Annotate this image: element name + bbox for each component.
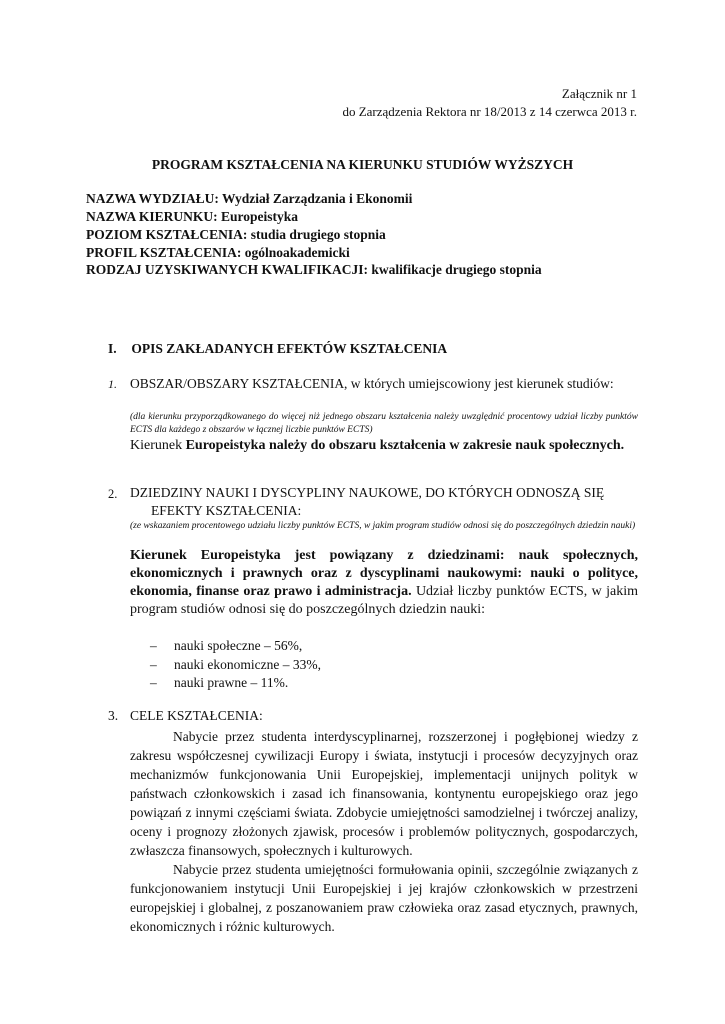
item-1-body-bold: Europeistyka należy do obszaru kształcenia w zakresie nauk społecznych. bbox=[185, 438, 625, 453]
item-2-body-rest: Udział liczby punktów ECTS, w jakim program studiów odnosi się do poszczególnych dziedzin nauki: bbox=[130, 584, 638, 617]
item-1-body bbox=[130, 437, 638, 455]
item-1-body-prefix: Kierunek bbox=[130, 438, 186, 453]
section-title: OPIS ZAKŁADANYCH EFEKTÓW KSZTAŁCENIA bbox=[131, 341, 448, 356]
field-of-study: NAZWA KIERUNKU: Europeistyka bbox=[86, 209, 299, 224]
list-item: – nauki społeczne – 56%, bbox=[150, 637, 321, 656]
item-3-number: 3. bbox=[108, 708, 119, 723]
item-3-paragraph-2: Nabycie przez studenta umiejętności formułowania opinii, szczególnie związanych z funkcjonowaniem instytucji Unii Europejskiej i jej krajów członkowskich w przestrzeni europejskiej i globalnej, z poszanowaniem praw człowieka oraz zasad etycznych, prawnych, ekonomicznych i różnic kulturowych. bbox=[130, 862, 638, 934]
item-2-body bbox=[130, 547, 638, 619]
list-item: – nauki ekonomiczne – 33%, bbox=[150, 656, 321, 675]
item-2-number: 2. bbox=[108, 487, 118, 501]
item-2-note: (ze wskazaniem procentowego udziału liczby punktów ECTS, w jakim program studiów odnosi się do poszczególnych dziedzin nauki) bbox=[130, 521, 636, 531]
annex-number: Załącznik nr 1 bbox=[561, 86, 637, 101]
dash-bullet: – bbox=[150, 638, 157, 653]
dash-bullet: – bbox=[150, 675, 157, 690]
faculty-name: NAZWA WYDZIAŁU: Wydział Zarządzania i Ekonomii bbox=[86, 191, 413, 206]
item-3-paragraph-1: Nabycie przez studenta interdyscyplinarnej, rozszerzonej i pogłębionej wiedzy z zakresu współczesnej cywilizacji Europy i świata, instytucji i procesów decyzyjnych oraz mechanizmów funkcjonowania Unii Europejskiej, implementacji unijnych polityk w państwach członkowskich i zasad ich finansowania, kontynentu europejskiego oraz jego powiązań z innymi częściami świata. Zdobycie umiejętności samodzielnej i twórczej analizy, oceny i prognozy złożonych zjawisk, procesów i problemów politycznych, gospodarczych, zwłaszcza finansowych, społecznych i kulturowych. bbox=[130, 729, 638, 858]
annex-reference: do Zarządzenia Rektora nr 18/2013 z 14 czerwca 2013 r. bbox=[342, 104, 637, 119]
item-1-heading: OBSZAR/OBSZARY KSZTAŁCENIA, w których umiejscowiony jest kierunek studiów: bbox=[130, 376, 614, 391]
document-title: PROGRAM KSZTAŁCENIA NA KIERUNKU STUDIÓW WYŻSZYCH bbox=[151, 157, 574, 172]
section-number: I. bbox=[108, 341, 117, 356]
item-2-body-bold: Kierunek Europeistyka jest powiązany z dziedzinami: nauk społecznych, ekonomicznych i prawnych oraz z dyscyplinami naukowymi: nauki o polityce, ekonomia, finanse oraz prawo i administracja. bbox=[130, 548, 638, 599]
item-1-number: 1. bbox=[108, 377, 117, 391]
qualification-type: RODZAJ UZYSKIWANYCH KWALIFIKACJI: kwalifikacje drugiego stopnia bbox=[86, 262, 542, 277]
education-profile: PROFIL KSZTAŁCENIA: ogólnoakademicki bbox=[86, 245, 350, 260]
dash-bullet: – bbox=[150, 656, 157, 672]
item-2-heading-line1: DZIEDZINY NAUKI I DYSCYPLINY NAUKOWE, DO KTÓRYCH ODNOSZĄ SIĘ bbox=[130, 485, 605, 500]
education-level: POZIOM KSZTAŁCENIA: studia drugiego stopnia bbox=[86, 227, 386, 242]
ects-share-list bbox=[150, 637, 321, 693]
item-2-heading-line2: EFEKTY KSZTAŁCENIA: bbox=[151, 503, 302, 518]
section-heading bbox=[108, 341, 447, 357]
item-3-heading: CELE KSZTAŁCENIA: bbox=[130, 708, 263, 723]
list-item: – nauki prawne – 11%. bbox=[150, 674, 321, 693]
item-1-note: (dla kierunku przyporządkowanego do więcej niż jednego obszaru kształcenia należy uwzględnić procentowy udział liczby punktów ECTS dla każdego z obszarów w łącznej liczbie punktów ECTS) bbox=[130, 412, 638, 435]
